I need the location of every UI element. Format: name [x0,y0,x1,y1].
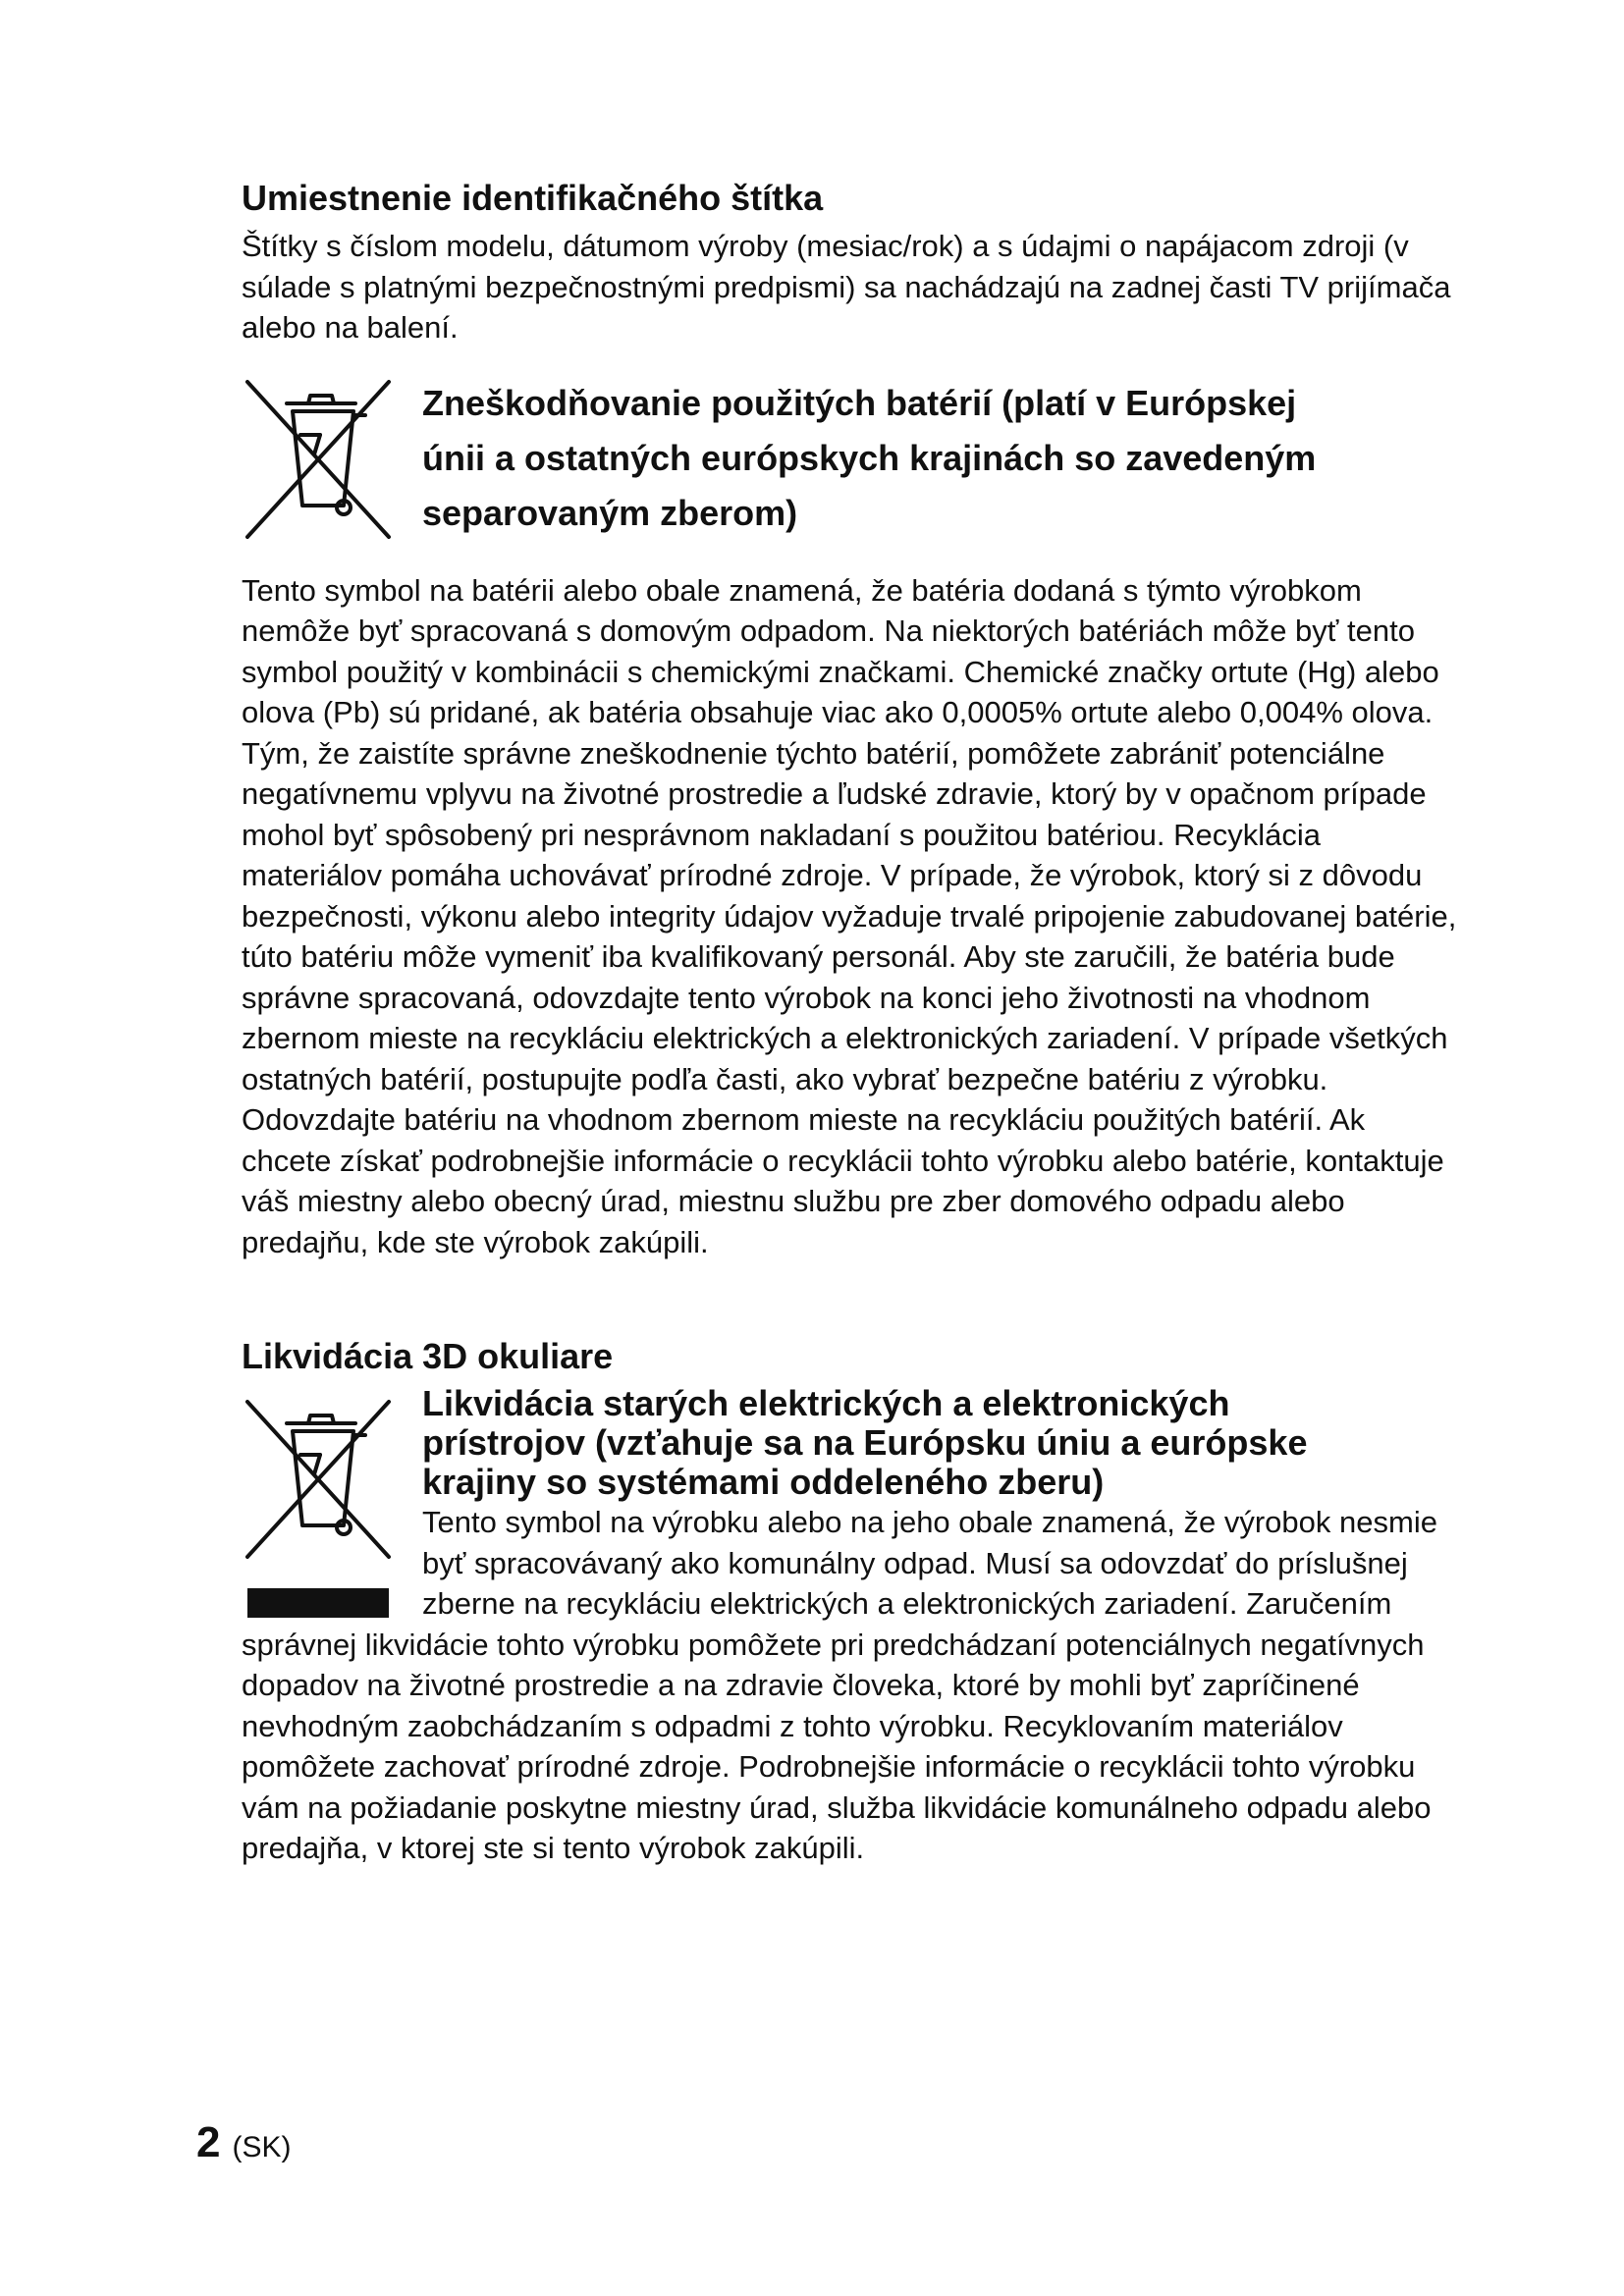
weee-heading-line-3: krajiny so systémami oddeleného zberu) [422,1462,1105,1502]
glasses-section-body: Tento symbol na výrobku alebo na jeho obale znamená, že výrobok nesmie byť spracovávaný ako komunálny odpad. Musí sa odovzdať do príslušnej zberne na recykláciu elektrických a elektronických zariadení. Zaručením správnej likvidácie tohto výrobku pomôžete pri predchádzaní potenciálnych negatívnych dopadov na životné prostredie a na zdravie človeka, ktoré by mohli byť zapríčinené nevhodným zaobchádzaním s odpadmi z tohto výrobku. Recyklovaním materiálov pomôžete zachovať prírodné zdroje. Podrobnejšie informácie o recyklácii tohto výrobku vám na požiadanie poskytne miestny úrad, služba likvidácie komunálneho odpadu alebo predajňa, v ktorej ste si tento výrobok zakúpili. [242,1505,1437,1865]
language-code: (SK) [232,2131,292,2163]
crossed-bin-bar-icon [242,1396,395,1622]
page-content [242,177,1459,1869]
glasses-section-heading: Likvidácia 3D okuliare [242,1336,614,1376]
crossed-bin-icon [242,376,395,543]
battery-section-body: Tento symbol na batérii alebo obale znamená, že batéria dodaná s týmto výrobkom nemôže byť spracovaná s domovým odpadom. Na niektorých batériách môže byť tento symbol použitý v kombinácii s chemickými značkami. Chemické značky ortute (Hg) alebo olova (Pb) sú pridané, ak batéria obsahuje viac ako 0,0005% ortute alebo 0,004% olova. Tým, že zaistíte správne zneškodnenie týchto batérií, pomôžete zabrániť potenciálne negatívnemu vplyvu na životné prostredie a ľudské zdravie, ktorý by v opačnom prípade mohol byť spôsobený pri nesprávnom nakladaní s použitou batériou. Recyklácia materiálov pomáha uchovávať prírodné zdroje. V prípade, že výrobok, ktorý si z dôvodu bezpečnosti, výkonu alebo integrity údajov vyžaduje trvalé pripojenie zabudovanej batérie, túto batériu môže vymeniť iba kvalifikovaný personál. Aby ste zaručili, že batéria bude správne spracovaná, odovzdajte tento výrobok na konci jeho životnosti na vhodnom zbernom mieste na recykláciu elektrických a elektronických zariadení. V prípade všetkých ostatných batérií, postupujte podľa časti, ako vybrať bezpečne batériu z výrobku. Odovzdajte batériu na vhodnom zbernom mieste na recykláciu použitých batérií. Ak chcete získať podrobnejšie informácie o recyklácii tohto výrobku alebo batérie, kontaktuje váš miestny alebo obecný úrad, miestnu službu pre zber domového odpadu alebo predajňu, kde ste výrobok zakúpili. [242,572,1457,1259]
battery-heading-block [422,376,1316,541]
weee-heading-line-2: prístrojov (vzťahuje sa na Európsku úniu a európske [422,1422,1308,1463]
battery-heading-row [242,376,1459,543]
battery-heading-line-2: únii a ostatných európskych krajinách so zavedeným [422,437,1317,478]
weee-heading-line-1: Likvidácia starých elektrických a elektronických [422,1384,1230,1423]
weee-heading-block [422,1384,1459,1502]
page-footer [196,2118,291,2167]
label-section-body: Štítky s číslom modelu, dátumom výroby (mesiac/rok) a s údajmi o napájacom zdroji (v súlade s platnými bezpečnostnými predpismi) sa nachádzajú na zadnej časti TV prijímača alebo na balení. [242,229,1451,345]
label-section-heading: Umiestnenie identifikačného štítka [242,178,824,218]
battery-heading-line-1: Zneškodňovanie použitých batérií (platí v Európskej [422,382,1297,423]
weee-block [242,1384,1459,1869]
battery-heading-line-3: separovaným zberom) [422,492,798,533]
page-number: 2 [196,2118,221,2166]
